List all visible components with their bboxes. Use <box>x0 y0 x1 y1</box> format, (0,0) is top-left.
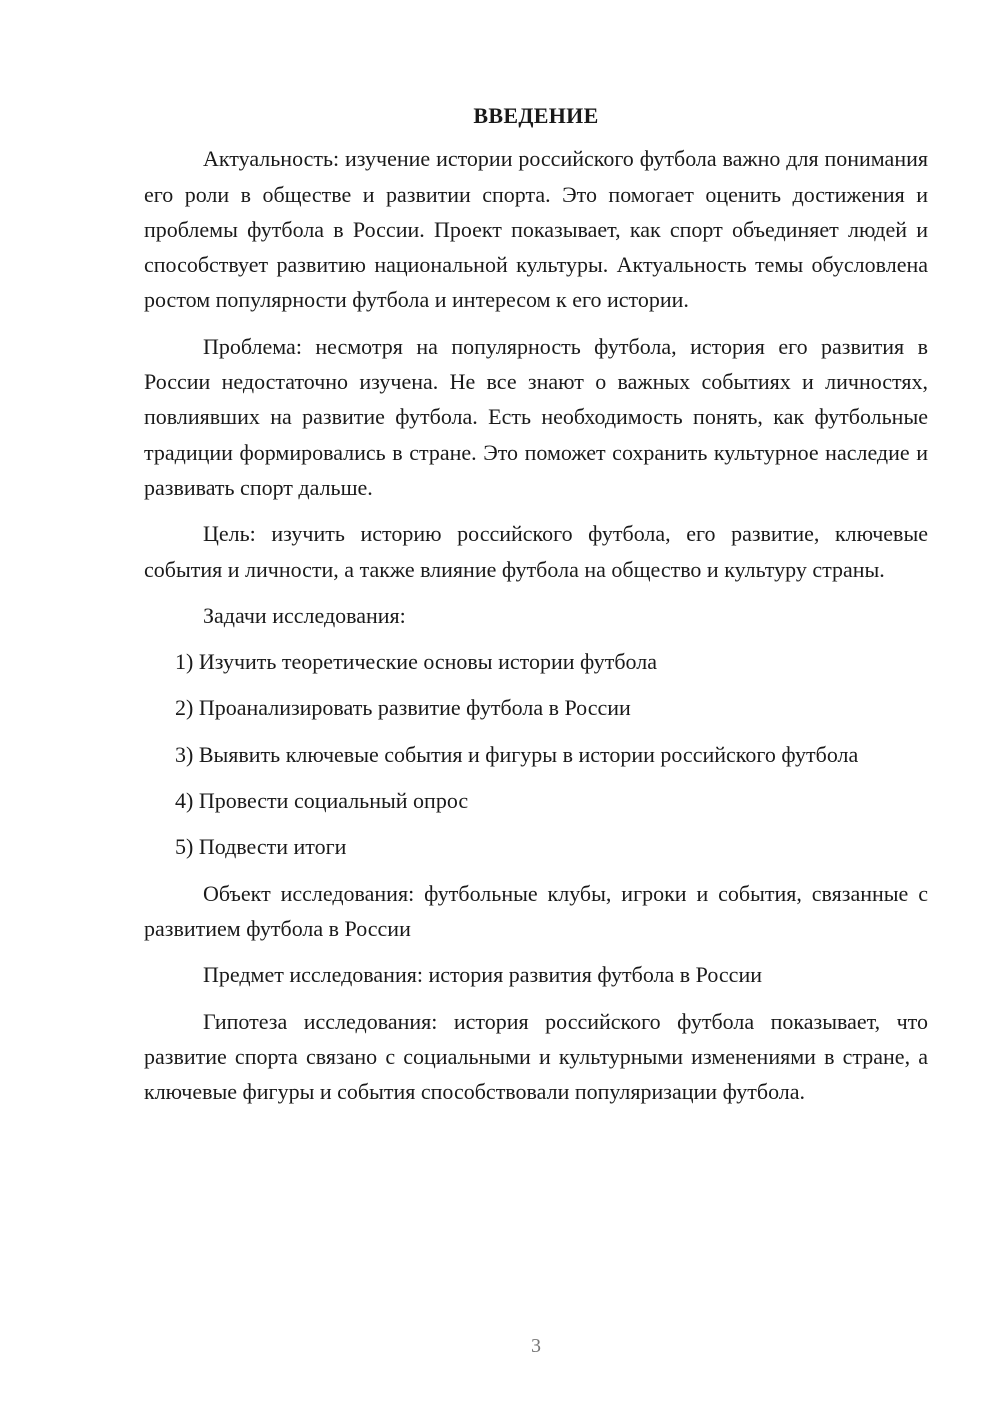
object-paragraph: Объект исследования: футбольные клубы, игроки и события, связанные с развитием футбола в России <box>144 880 928 941</box>
task-item-3: 3) Выявить ключевые события и фигуры в истории российского футбола <box>175 741 859 767</box>
page-number: 3 <box>531 1335 541 1357</box>
page-content <box>144 98 928 1120</box>
relevance-paragraph: Актуальность: изучение истории российского футбола важно для понимания его роли в обществе и развитии спорта. Это помогает оценить достижения и проблемы футбола в России. Проект показывает, как спорт объединяет людей и способствует развитию национальной культуры. Актуальность темы обусловлена ростом популярности футбола и интересом к его истории. <box>144 146 928 313</box>
goal-paragraph: Цель: изучить историю российского футбола, его развитие, ключевые события и личности, а также влияние футбола на общество и культуру страны. <box>144 521 928 582</box>
subject-paragraph: Предмет исследования: история развития футбола в России <box>203 962 762 988</box>
task-item-1: 1) Изучить теоретические основы истории футбола <box>175 649 657 675</box>
task-item-4: 4) Провести социальный опрос <box>175 788 469 814</box>
task-item-2: 2) Проанализировать развитие футбола в России <box>175 695 631 721</box>
page-title: ВВЕДЕНИЕ <box>473 103 599 128</box>
task-item-5: 5) Подвести итоги <box>175 834 347 860</box>
problem-paragraph: Проблема: несмотря на популярность футбола, история его развития в России недостаточно изучена. Не все знают о важных событиях и личностях, повлиявших на развитие футбола. Есть необходимость понять, как футбольные традиции формировались в стране. Это поможет сохранить культурное наследие и развивать спорт дальше. <box>144 333 928 500</box>
hypothesis-paragraph: Гипотеза исследования: история российского футбола показывает, что развитие спорта связано с социальными и культурными изменениями в стране, а ключевые фигуры и события способствовали популяризации футбола. <box>144 1008 928 1105</box>
tasks-heading: Задачи исследования: <box>203 602 406 628</box>
